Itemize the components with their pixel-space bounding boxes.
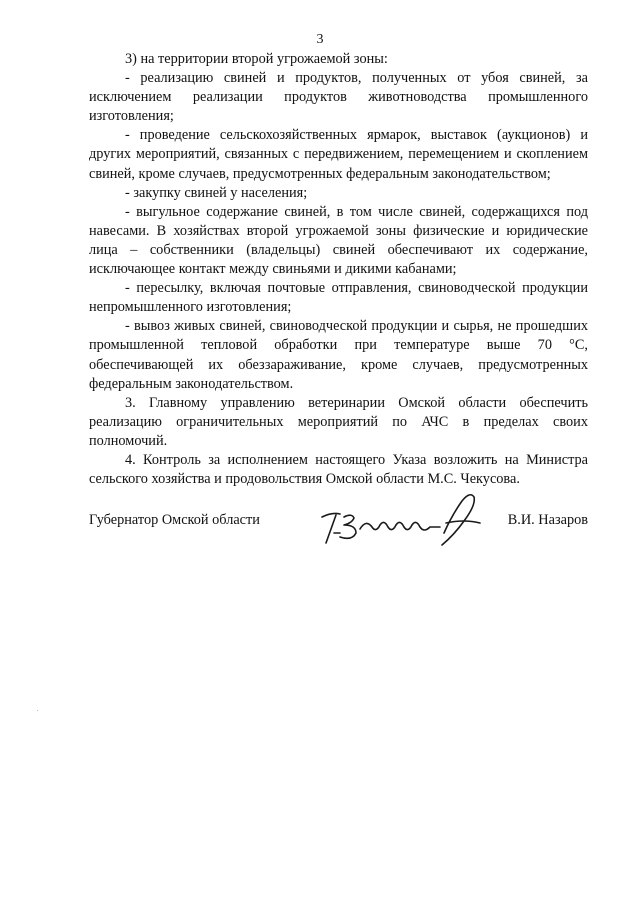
list-item-fairs: - проведение сельскохозяйственных ярмарок, выставок (аукционов) и других мероприятий, связанных с передвижением, перемещением и скоплением свиней, кроме случаев, предусмотренных федеральным законодательством; (89, 127, 588, 182)
list-item-purchase: - закупку свиней у населения; (125, 184, 308, 201)
list-item-export: - вывоз живых свиней, свиноводческой продукции и сырья, не прошедших промышленной тепловой обработки при температуре выше 70 °С, обеспечивающей их обеззараживание, кроме случаев, предусмотренных федеральным законодательством. (89, 318, 588, 392)
signatory-name: В.И. Назаров (507, 512, 588, 528)
list-item-free-range: - выгульное содержание свиней, в том числе свиней, содержащихся под навесами. В хозяйствах второй угрожаемой зоны физические и юридические лица – собственники (владельцы) свиней обеспечивают их содержание, исключающее контакт между свиньями и дикими кабанами; (89, 203, 588, 278)
paragraph-item-4: 4. Контроль за исполнением настоящего Указа возложить на Министра сельского хозяйства и продовольствия Омской области М.С. Чекусова. (89, 451, 588, 488)
document-body (89, 50, 588, 489)
page-number: 3 (316, 32, 324, 47)
signatory-position: Губернатор Омской области (89, 512, 260, 528)
signature-block (89, 487, 588, 557)
handwritten-signature (314, 487, 484, 549)
paragraph-zone-heading: 3) на территории второй угрожаемой зоны: (125, 51, 388, 67)
list-item-pig-sales: - реализацию свиней и продуктов, полученных от убоя свиней, за исключением реализации продуктов животноводства промышленного изготовления; (89, 70, 588, 125)
paragraph-item-3: 3. Главному управлению ветеринарии Омской области обеспечить реализацию ограничительных мероприятий по АЧС в пределах своих полномочий. (89, 394, 588, 449)
list-item-mailing: - пересылку, включая почтовые отправления, свиноводческой продукции непромышленного изготовления; (89, 280, 588, 316)
scan-speck (37, 710, 38, 711)
